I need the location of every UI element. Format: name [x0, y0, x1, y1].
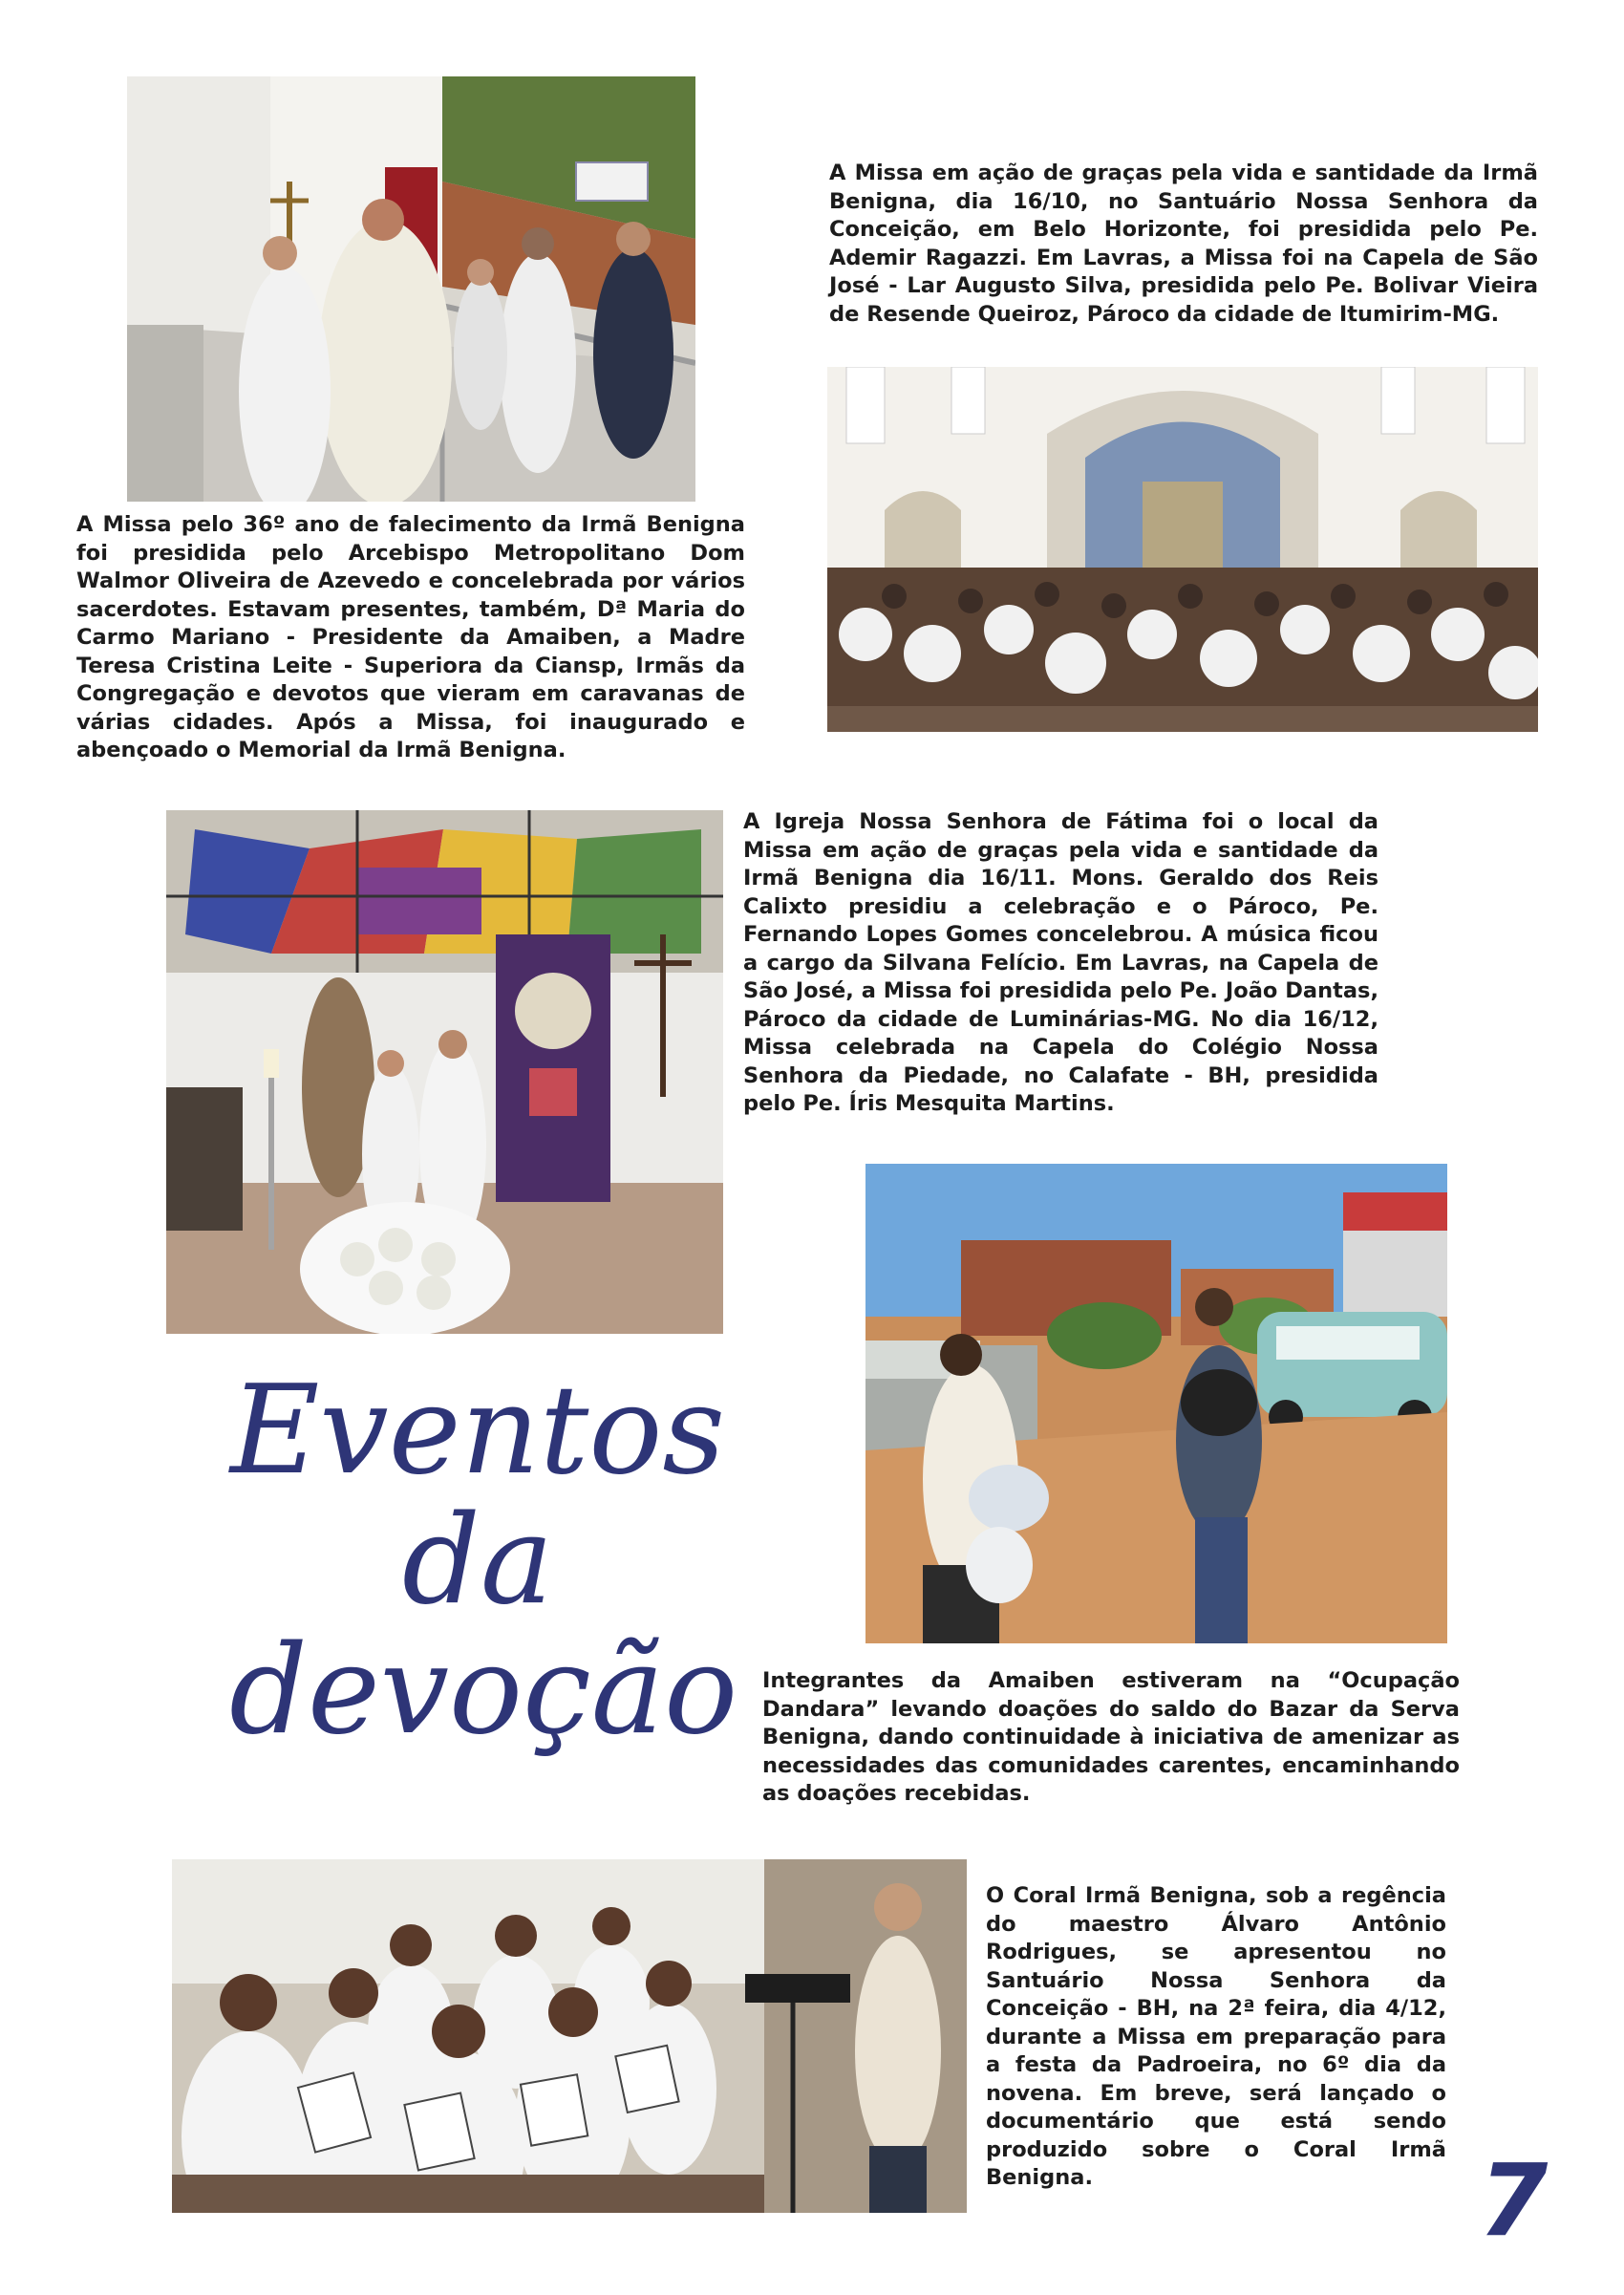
- caption-choir: O Coral Irmã Benigna, sob a regência do maestro Álvaro Antônio Rodrigues, se apresentou no Santuário Nossa Senhora da Conceição - BH, na 2ª feira, dia 4/12, durante a Missa em preparação para a festa da Padroeira, no 6º dia da novena. Em breve, será lançado o documentário que está sendo produzido sobre o Coral Irmã Benigna.: [986, 1883, 1446, 2190]
- caption-fatima-church: A Igreja Nossa Senhora de Fátima foi o local da Missa em ação de graças pela vida e santidade da Irmã Benigna dia 16/11. Mons. Geraldo dos Reis Calixto presidiu a celebração e o Pároco, Pe. Fernando Lopes Gomes concelebrou. A música ficou a cargo da Silvana Felício. Em Lavras, na Capela de São José, a Missa foi presidida pelo Pe. João Dantas, Pároco da cidade de Luminárias-MG. No dia 16/12, Missa celebrada na Capela do Colégio Nossa Senhora da Piedade, no Calafate - BH, presidida pelo Pe. Íris Mesquita Martins.: [743, 809, 1378, 1116]
- memorial-photo-art: [127, 76, 695, 502]
- title-line-2: da: [401, 1490, 554, 1632]
- caption-sanctuary-mass: A Missa em ação de graças pela vida e santidade da Irmã Benigna, dia 16/10, no Santuário Nossa Senhora da Conceição, em Belo Horizonte, foi presidida pelo Pe. Ademir Ragazzi. Em Lavras, a Missa foi na Capela de São José - Lar Augusto Silva, presidida pelo Pe. Bolivar Vieira de Resende Queiroz, Pároco da cidade de Itumirim-MG.: [829, 161, 1538, 327]
- page-title: [229, 1360, 738, 1762]
- photo-memorial-blessing: [127, 76, 695, 502]
- sanctuary-photo-art: [827, 367, 1538, 732]
- caption-ocupacao-dandara: Integrantes da Amaiben estiveram na “Ocupação Dandara” levando doações do saldo do Bazar da Serva Benigna, dando continuidade à iniciativa de amenizar as necessidades das comunidades carentes, encaminhando as doações recebidas.: [762, 1668, 1460, 1806]
- photo-fatima-church: [166, 810, 723, 1334]
- dandara-photo-art: [865, 1164, 1447, 1643]
- photo-sanctuary-mass: [827, 367, 1538, 732]
- caption-memorial-blessing: A Missa pelo 36º ano de falecimento da Irmã Benigna foi presidida pelo Arcebispo Metropolitano Dom Walmor Oliveira de Azevedo e concelebrada por vários sacerdotes. Estavam presentes, também, Dª Maria do Carmo Mariano - Presidente da Amaiben, a Madre Teresa Cristina Leite - Superiora da Ciansp, Irmãs da Congregação e devotos que vieram em caravanas de várias cidades. Após a Missa, foi inaugurado e abençoado o Memorial da Irmã Benigna.: [76, 512, 745, 762]
- choir-photo-art: [172, 1859, 967, 2213]
- fatima-photo-art: [166, 810, 723, 1334]
- title-line-3: devoção: [229, 1619, 738, 1762]
- page-number: 7: [1479, 2142, 1549, 2259]
- photo-choir: [172, 1859, 967, 2213]
- photo-ocupacao-dandara: [865, 1164, 1447, 1643]
- title-line-1: Eventos: [229, 1360, 726, 1502]
